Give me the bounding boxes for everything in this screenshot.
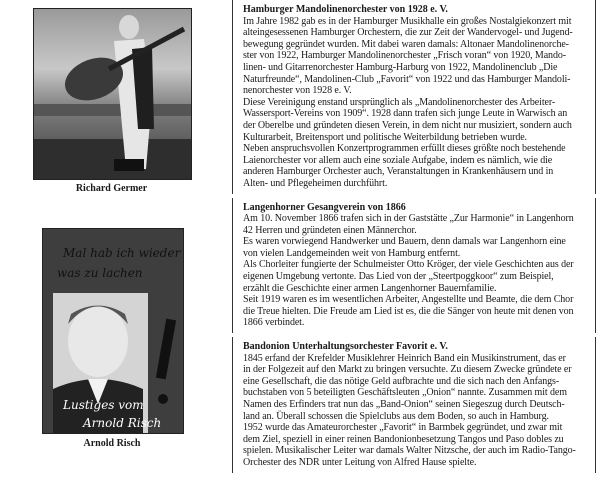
article-gesangverein — [232, 198, 596, 334]
article-line: spielen. Musikalischer Leiter war damals Walter Nitzsche, der auch im Radio-Tango- — [243, 445, 576, 457]
article-line: nenorchester von 1928 e. V. — [243, 85, 352, 97]
mandolin-player-image — [34, 9, 191, 179]
article-line: Neben anspruchsvollen Konzertprogrammen erfüllt dieses größte noch bestehende — [243, 143, 566, 155]
article-line: Alten- und Pflegeheimen durchführt. — [243, 177, 388, 189]
article-line: Wassersport-Vereins von 1909“. 1928 dann trafen sich junge Leute in Warwisch an — [243, 108, 568, 120]
article-bandonion — [232, 337, 596, 473]
article-line: Naturfreunde“, Mandolinen-Club „Favorit“ von 1922 und das Hamburger Mandoli- — [243, 73, 571, 85]
article-line: in der Folgezeit auf den Markt zu bringen versuchte. Zu diesem Zwecke gründete er — [243, 364, 572, 376]
article-line: Seit 1919 waren es im wesentlichen Arbeiter, Angestellte und Beamte, die dem Chor — [243, 294, 574, 306]
article-line: Diese Vereinigung enstand ursprünglich als „Mandolinenorchester des Arbeiter- — [243, 96, 556, 108]
article-line: 42 Herren und gründeten einen Männerchor. — [243, 224, 417, 236]
article-line: Am 10. November 1866 trafen sich in der Gaststätte „Zur Harmonie“ in Langenhorn — [243, 213, 574, 225]
article-line: der Oberelbe und gründeten diesen Verein, in dem nicht nur musiziert, sondern auch — [243, 119, 572, 131]
article-line: Orchester des NDR unter Leitung von Alfred Hause spielte. — [243, 456, 477, 468]
article-title: Hamburger Mandolinenorchester von 1928 e. V. — [243, 4, 448, 15]
article-line: Kulturarbeit, Breitensport und politische Weiterbildung betrieben wurde. — [243, 131, 527, 143]
article-line: alteingesessenen Hamburger Orchestern, die zur Zeit der Wandervogel- und Jugend- — [243, 27, 573, 39]
article-line: linen- und Gitarrenorchester Hamburg-Harburg von 1922, Mandolinenclub „Die — [243, 61, 558, 73]
svg-text:was zu lachen: was zu lachen — [57, 266, 143, 280]
svg-text:Mal hab ich wieder: Mal hab ich wieder — [63, 246, 181, 260]
article-line: die Treue hielten. Die Freude am Lied ist es, die die Sänger von heute mit denen von — [243, 305, 574, 317]
article-line: 1952 wurde das Amateurorchester „Favorit“ in Barmbek gegründet, und zwar mit — [243, 422, 563, 434]
article-line: bewegung gegründet wurden. Mit dabei waren damals: Altonaer Mandolinenorche- — [243, 38, 569, 50]
article-line: eigenen Umgebung vertonte. Das Lied von der „Steertpoggkoor“ zum Beispiel, — [243, 271, 554, 283]
photo-caption: Richard Germer — [75, 183, 148, 194]
svg-text:Lustiges vom: Lustiges vom — [63, 398, 144, 412]
poster-image — [43, 229, 183, 433]
article-line: Namen des Erfinders trat nun das „Band-Onion“ seinen Siegeszug durch Deutsch- — [243, 399, 565, 410]
article-line: von vielen Landgemeinden weit von Hamburg entfernt. — [243, 247, 461, 259]
article-line: erzählt die Geschichte einer armen Langenhorner Bauernfamilie. — [243, 282, 497, 294]
article-line: Als Chorleiter fungierte der Schulmeister Otto Kröger, der viele Geschichten aus der — [243, 259, 574, 271]
article-title: Bandonion Unterhaltungsorchester Favorit e. V. — [243, 341, 448, 353]
article-line: Es waren vorwiegend Handwerker und Bauern, denn damals war Langenhorn eine — [243, 236, 566, 248]
article-line: 1845 erfand der Krefelder Musiklehrer Heinrich Band ein Musikinstrument, das er — [243, 352, 566, 364]
article-line: anderen Hamburger Orchester auch, Veranstaltungen in Krankenhäusern und in — [243, 166, 554, 178]
article-line: land an. Überall schossen die Spielclubs aus dem Boden, so auch in Hamburg. — [243, 410, 549, 422]
svg-text:Arnold Risch: Arnold Risch — [83, 416, 162, 430]
photo-richard-germer — [33, 8, 192, 180]
article-line: 1866 verbindet. — [243, 317, 305, 329]
article-line: eine Gesellschaft, die das nötige Geld aufbrachte und die sich nach den Anfangs- — [243, 375, 560, 387]
article-line: Laienorchester vor allem auch eine soziale Aufgabe, indem es nämlich, wie die — [243, 154, 553, 166]
article-title: Langenhorner Gesangverein von 1866 — [243, 201, 406, 213]
article-line: buchstaben von 5 beteiligten Geschäftsleuten „Onion“ nannte. Zusammen mit dem — [243, 387, 567, 399]
article-line: ster von 1922, Hamburger Mandolinenorchester „Frisch voran“ von 1920, Mando- — [243, 50, 566, 62]
article-mandolinenorchester — [232, 0, 596, 194]
photo-caption: Arnold Risch — [83, 438, 141, 449]
articles-column — [232, 0, 596, 477]
photo-arnold-risch — [42, 228, 184, 434]
article-line: dem Ziel, speziell in einer reinen Bandonionbesetzung Tangos und Paso dobles zu — [243, 433, 564, 445]
article-line: Im Jahre 1982 gab es in der Hamburger Musikhalle ein großes Nostalgiekonzert mit — [243, 15, 572, 27]
